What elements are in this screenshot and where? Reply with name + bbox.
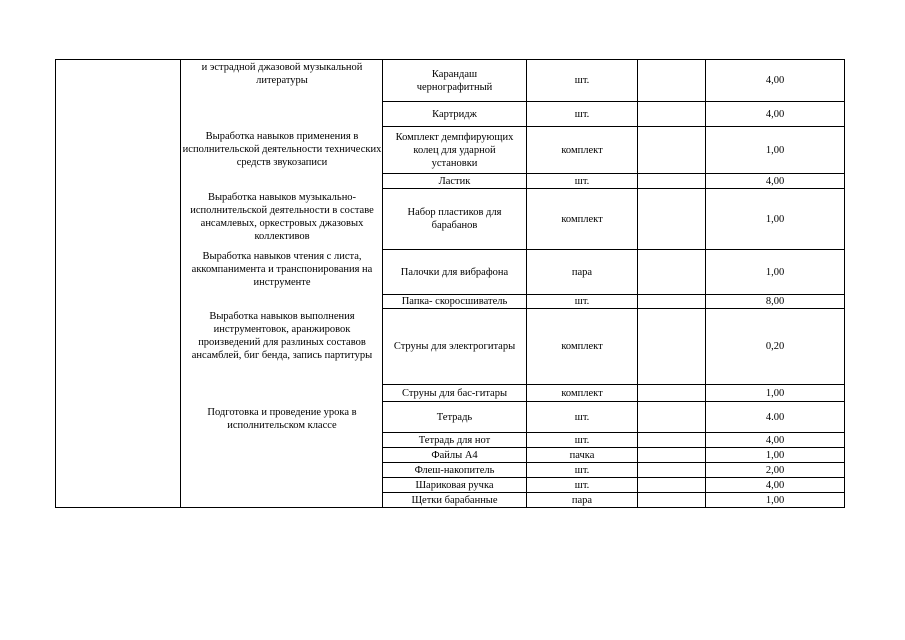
- purpose-text: Выработка навыков применения в исполнительской деятельности технических средств звукозаписи: [182, 131, 382, 168]
- item-name: Ластик: [438, 175, 471, 187]
- item-qty: 1,00: [765, 449, 785, 461]
- item-qty: 1,00: [765, 144, 785, 156]
- item-name: Струны для электрогитары: [393, 341, 516, 352]
- item-name: Тетрадь для нот: [418, 434, 491, 446]
- item-unit: комплект: [561, 341, 603, 352]
- item-name: Щетки барабанные: [411, 494, 498, 506]
- item-unit: комплект: [561, 213, 603, 225]
- column-divider: [180, 59, 181, 507]
- item-qty: 0,20: [765, 341, 785, 352]
- item-unit: шт.: [574, 75, 590, 86]
- item-qty: 4,00: [765, 175, 785, 187]
- item-qty: 4.00: [765, 411, 785, 423]
- item-qty: 4,00: [765, 434, 785, 446]
- item-name: Файлы А4: [431, 449, 478, 461]
- item-unit: шт.: [574, 434, 590, 446]
- item-unit: шт.: [574, 175, 590, 187]
- purpose-text: Выработка навыков музыкально-исполнительской деятельности в составе ансамлевых, оркестровых джазовых коллективов: [190, 192, 374, 242]
- item-unit: шт.: [574, 108, 590, 120]
- item-qty: 4,00: [765, 108, 785, 120]
- item-name: Палочки для вибрафона: [400, 266, 509, 278]
- item-unit: шт.: [574, 296, 590, 307]
- item-name: Комплект демпфирующих колец для ударной установки: [395, 131, 514, 169]
- purpose-text: Выработка навыков чтения с листа, аккомпанимента и транспонирования на инструменте: [191, 251, 373, 288]
- item-qty: 1,00: [765, 494, 785, 506]
- item-name: Струны для бас-гитары: [401, 387, 508, 399]
- item-unit: комплект: [561, 387, 603, 399]
- item-name: Папка- скоросшиватель: [401, 296, 508, 307]
- item-name: Шариковая ручка: [415, 479, 494, 491]
- item-qty: 1,00: [765, 213, 785, 225]
- item-qty: 1,00: [765, 266, 785, 278]
- purpose-text: Выработка навыков выполнения инструментовок, аранжировок произведений для разлиных составов ансамблей, биг бенда, запись партитуры: [191, 311, 373, 361]
- item-unit: пачка: [569, 449, 595, 461]
- item-unit: пара: [571, 494, 593, 506]
- purpose-text: Подготовка и проведение урока в исполнительском классе: [207, 407, 357, 431]
- purpose-text: и эстрадной джазовой музыкальной литературы: [201, 62, 363, 86]
- item-unit: пара: [571, 266, 593, 278]
- table-border-left: [55, 59, 56, 507]
- item-qty: 2,00: [765, 464, 785, 476]
- item-qty: 8,00: [765, 296, 785, 307]
- item-unit: шт.: [574, 479, 590, 491]
- item-qty: 1,00: [765, 387, 785, 399]
- item-unit: комплект: [561, 144, 603, 156]
- table-border-bottom: [55, 507, 845, 508]
- item-name: Флеш-накопитель: [414, 464, 495, 476]
- item-qty: 4,00: [765, 479, 785, 491]
- item-unit: шт.: [574, 464, 590, 476]
- item-name: Тетрадь: [436, 411, 473, 423]
- item-name: Карандаш чернографитный: [416, 68, 493, 93]
- item-qty: 4,00: [765, 75, 785, 86]
- item-unit: шт.: [574, 411, 590, 423]
- item-name: Набор пластиков для барабанов: [407, 207, 502, 231]
- item-name: Картридж: [432, 108, 477, 120]
